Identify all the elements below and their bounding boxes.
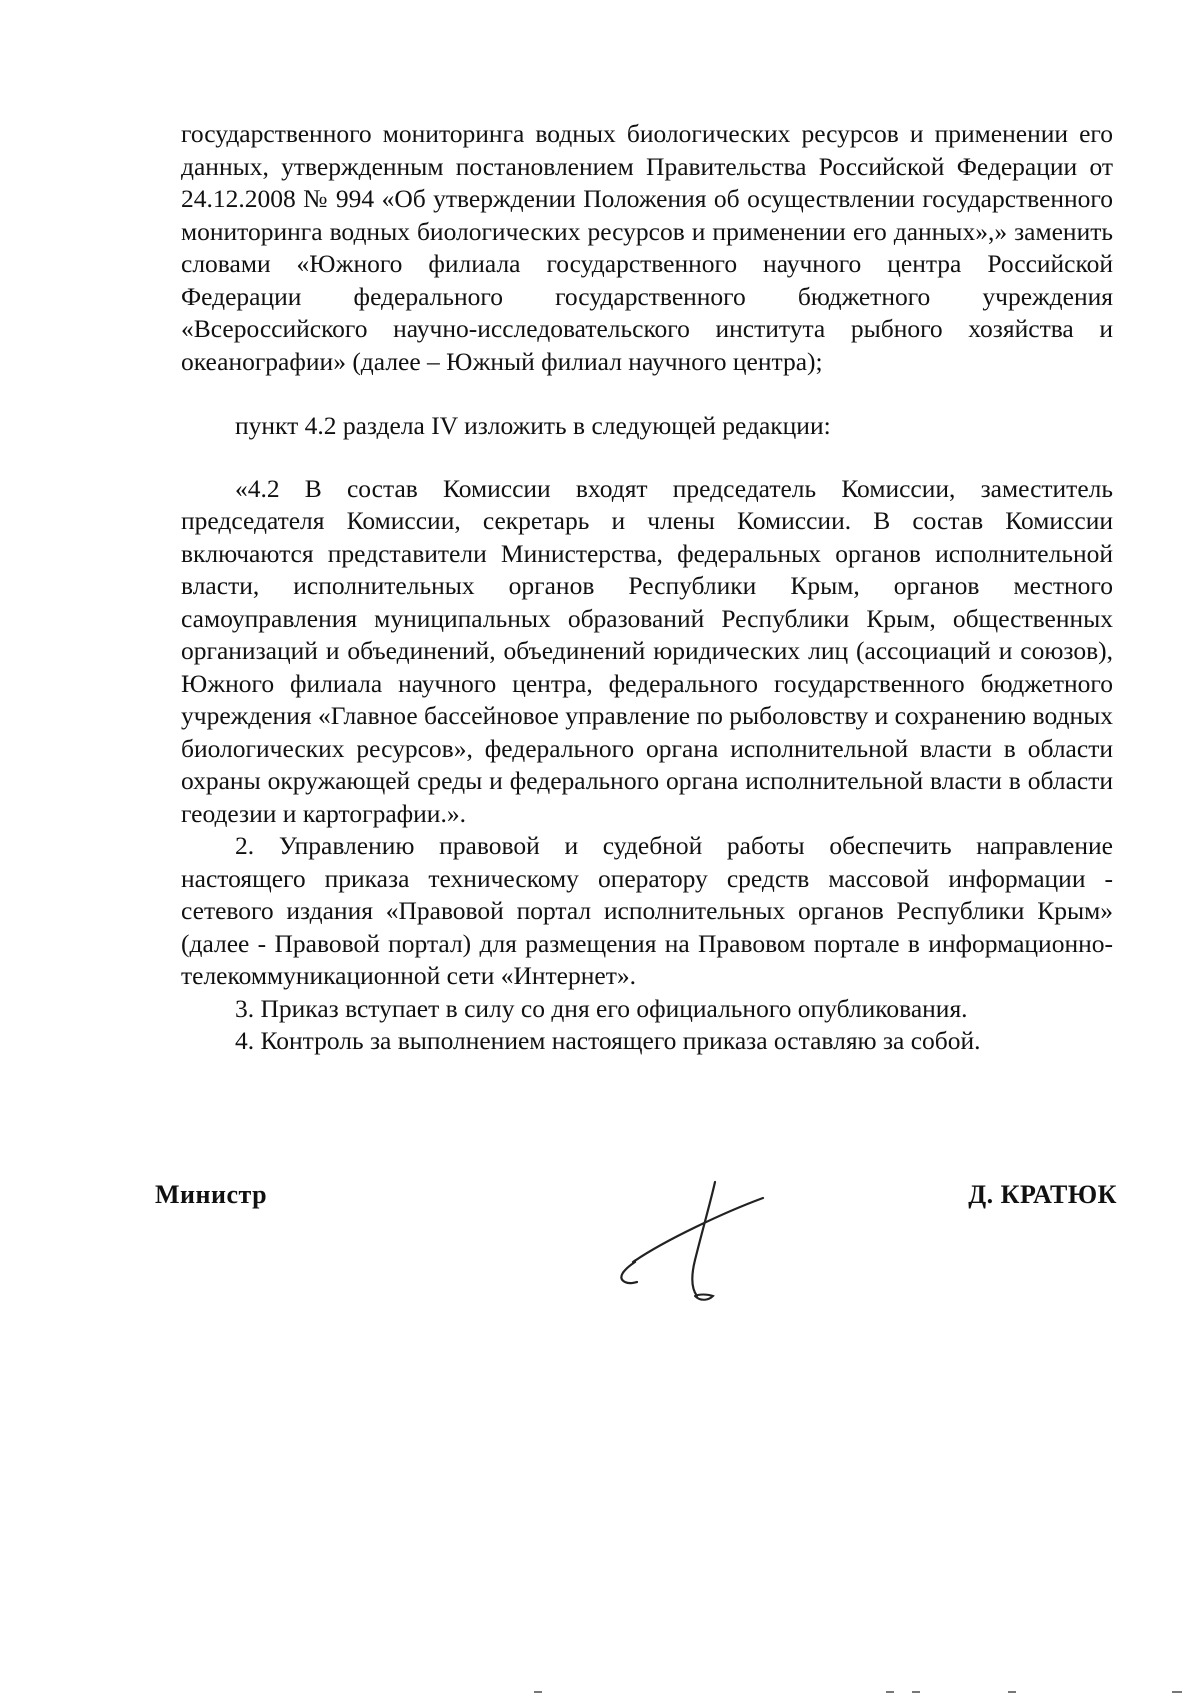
paragraph-section-intro: пункт 4.2 раздела IV изложить в следующей редакции: bbox=[235, 411, 831, 440]
scan-artifact bbox=[1172, 1691, 1182, 1693]
paragraph-item-2: 2. Управлению правовой и судебной работы обеспечить направление настоящего приказа техническому оператору средств массовой информации - сетевого издания «Правовой портал исполнительных органов Республики Крым» (далее - Правовой портал) для размещения на Правовом портале в информационно- телекоммуникационной сети «Интернет». bbox=[181, 831, 1113, 990]
scan-artifact bbox=[534, 1691, 542, 1693]
handwritten-signature bbox=[595, 1170, 775, 1320]
signatory-title: Министр bbox=[155, 1180, 268, 1209]
scan-artifact bbox=[886, 1691, 894, 1693]
paragraph-item-4: 4. Контроль за выполнением настоящего приказа оставляю за собой. bbox=[235, 1026, 981, 1055]
signature-block bbox=[155, 1180, 1117, 1340]
paragraph-item-3: 3. Приказ вступает в силу со дня его официального опубликования. bbox=[235, 993, 968, 1023]
signatory-name: Д. КРАТЮК bbox=[968, 1180, 1117, 1209]
paragraph-clause-4-2: «4.2 В состав Комиссии входят председатель Комиссии, заместитель председателя Комиссии, секретарь и члены Комиссии. В состав Комиссии включаются представители Министерства, федеральных органов исполнительной власти, исполнительных органов Республики Крым, органов местного самоуправления муниципальных образований Республики Крым, общественных организаций и объединений, объединений юридических лиц (ассоциаций и союзов), Южного филиала научного центра, федерального государственного бюджетного учреждения «Главное бассейновое управление по рыболовству и сохранению водных биологических ресурсов», федерального органа исполнительной власти в области охраны окружающей среды и федерального органа исполнительной власти в области геодезии и картографии.». bbox=[181, 473, 1113, 828]
scan-artifact bbox=[1008, 1691, 1016, 1693]
scan-artifact bbox=[912, 1691, 920, 1693]
paragraph-continuation: государственного мониторинга водных биологических ресурсов и применении его данных, утвержденным постановлением Правительства Российской Федерации от 24.12.2008 № 994 «Об утверждении Положения об осуществлении государственного мониторинга водных биологических ресурсов и применении его данных»,» заменить словами «Южного филиала государственного научного центра Российской Федерации федерального государственного бюджетного учреждения «Всероссийского научно-исследовательского института рыбного хозяйства и океанографии» (далее – Южный филиал научного центра); bbox=[181, 119, 1113, 376]
document-body bbox=[181, 118, 1113, 1058]
